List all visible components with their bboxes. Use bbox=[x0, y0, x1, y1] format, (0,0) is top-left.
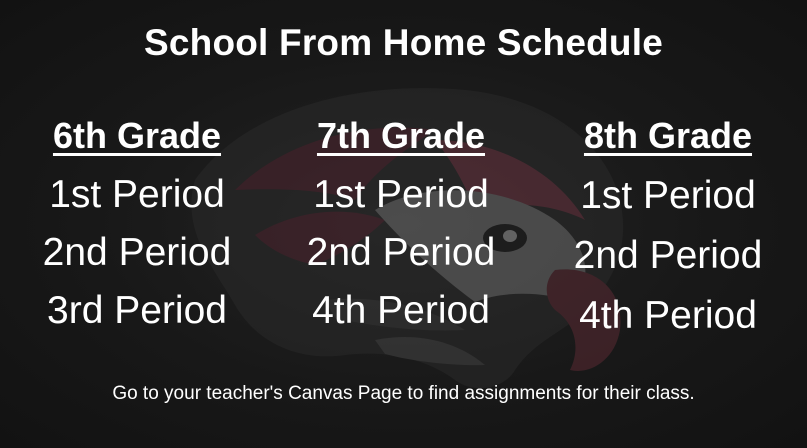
period-item: 1st Period bbox=[580, 174, 756, 217]
grade-heading: 7th Grade bbox=[316, 115, 486, 156]
period-item: 4th Period bbox=[579, 294, 757, 337]
period-item: 1st Period bbox=[313, 173, 489, 216]
grade-heading: 8th Grade bbox=[583, 115, 753, 156]
period-item: 1st Period bbox=[49, 173, 225, 216]
period-item: 3rd Period bbox=[47, 289, 227, 332]
period-item: 2nd Period bbox=[306, 231, 496, 274]
period-item: 2nd Period bbox=[42, 231, 232, 274]
period-item: 2nd Period bbox=[573, 234, 763, 277]
grade-heading: 6th Grade bbox=[52, 115, 222, 156]
page-title: School From Home Schedule bbox=[144, 22, 663, 63]
period-item: 4th Period bbox=[312, 289, 490, 332]
footer-note: Go to your teacher's Canvas Page to find assignments for their class. bbox=[112, 383, 695, 404]
grade-column-6th bbox=[12, 112, 262, 340]
grade-column-8th bbox=[543, 112, 793, 346]
grade-column-7th bbox=[276, 112, 526, 340]
